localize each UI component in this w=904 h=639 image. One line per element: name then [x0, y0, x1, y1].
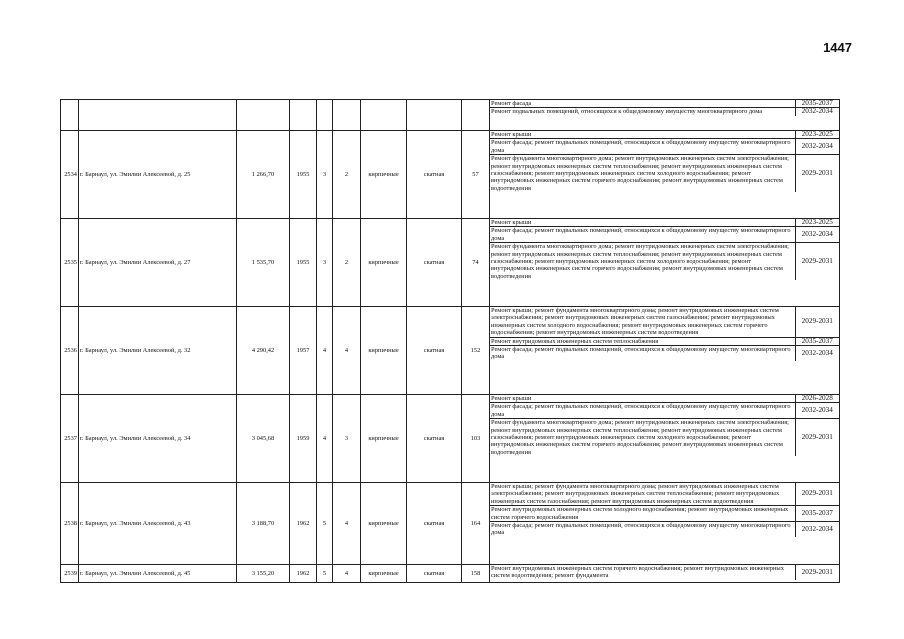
building-area: 1 266,70 [237, 131, 290, 219]
building-apartments: 164 [462, 483, 490, 565]
building-row [61, 219, 840, 307]
building-number: 2538 [61, 483, 79, 565]
work-description: Ремонт фундамента многоквартирного дома; ремонт внутридомовых инженерных систем электроснабжения; ремонт внутридомовых инженерных систем теплоснабжения; ремонт внутридомовых инженерных систем газоснабжения; ремонт внутридомовых инженерных систем холодного водоснабжения; ремонт внутридомовых инженерных систем горячего водоснабжения; ремонт внутридомовых инженерных систем водоотведения [491, 243, 789, 280]
building-floors: 4 [317, 307, 333, 395]
empty-cell [462, 100, 490, 131]
building-address: г. Барнаул, ул. Эмилии Алексеевой, д. 43 [79, 483, 237, 565]
work-period: 2035-2037 [795, 337, 839, 345]
work-period: 2029-2031 [795, 483, 839, 506]
work-row [490, 522, 839, 537]
work-period: 2023-2025 [795, 131, 839, 139]
works-list [490, 565, 839, 580]
building-area: 4 290,42 [237, 307, 290, 395]
work-description: Ремонт крыши [490, 219, 795, 227]
work-description: Ремонт фасада; ремонт подвальных помещений, относящихся к общедомовому имуществу многоквартирного дома [491, 522, 791, 537]
building-year: 1962 [290, 483, 317, 565]
works-list [490, 307, 839, 361]
work-row [490, 419, 839, 457]
work-period: 2029-2031 [795, 243, 839, 281]
empty-cell [237, 100, 290, 131]
building-row [61, 131, 840, 219]
works-cell [490, 565, 840, 583]
work-description: Ремонт фасада [490, 100, 795, 108]
building-year: 1955 [290, 219, 317, 307]
building-area: 3 188,70 [237, 483, 290, 565]
work-row [490, 346, 839, 361]
building-number: 2537 [61, 395, 79, 483]
work-row [490, 506, 839, 522]
work-row [490, 155, 839, 193]
work-row [490, 565, 839, 580]
building-apartments: 103 [462, 395, 490, 483]
building-year: 1959 [290, 395, 317, 483]
building-wall-material: кирпичные [361, 307, 407, 395]
building-year: 1955 [290, 131, 317, 219]
building-roof-type: скатная [407, 219, 462, 307]
work-row [490, 403, 839, 419]
work-period: 2029-2031 [795, 307, 839, 337]
page-number: 1447 [823, 40, 852, 55]
work-period: 2032-2034 [795, 139, 839, 155]
works-list [490, 483, 839, 537]
work-description: Ремонт внутридомовых инженерных систем горячего водоснабжения; ремонт внутридомовых инженерных систем водоотведения; ремонт фундамента [491, 565, 784, 580]
building-number: 2539 [61, 565, 79, 583]
work-period: 2035-2037 [795, 100, 839, 108]
empty-cell [79, 100, 237, 131]
building-roof-type: скатная [407, 483, 462, 565]
building-year: 1962 [290, 565, 317, 583]
work-description: Ремонт внутридомовых инженерных систем холодного водоснабжения; ремонт внутридомовых инженерных систем горячего водоснабжения [490, 506, 795, 522]
work-description: Ремонт фасада; ремонт подвальных помещений, относящихся к общедомовому имуществу многоквартирного дома [490, 403, 795, 419]
work-row [490, 131, 839, 139]
work-row [490, 337, 839, 345]
building-address: г. Барнаул, ул. Эмилии Алексеевой, д. 32 [79, 307, 237, 395]
building-wall-material: кирпичные [361, 131, 407, 219]
work-row [490, 307, 839, 337]
works-cell [490, 483, 840, 565]
building-address: г. Барнаул, ул. Эмилии Алексеевой, д. 34 [79, 395, 237, 483]
work-period: 2032-2034 [795, 227, 839, 243]
works-cell [490, 307, 840, 395]
building-wall-material: кирпичные [361, 395, 407, 483]
building-roof-type: скатная [407, 131, 462, 219]
works-cell [490, 100, 840, 131]
building-wall-material: кирпичные [361, 219, 407, 307]
building-address: г. Барнаул, ул. Эмилии Алексеевой, д. 45 [79, 565, 237, 583]
works-cell [490, 219, 840, 307]
works-cell [490, 131, 840, 219]
work-row [490, 108, 839, 116]
building-floors: 5 [317, 565, 333, 583]
work-period: 2035-2037 [795, 506, 839, 522]
work-description: Ремонт крыши; ремонт фундамента многоквартирного дома; ремонт внутридомовых инженерных систем электроснабжения; ремонт внутридомовых инженерных систем газоснабжения; ремонт внутридомовых инженерных систем холодного водоснабжения; ремонт внутридомовых инженерных систем горячего водоснабжения; ремонт внутридомовых инженерных систем водоотведения [490, 307, 795, 337]
work-period: 2032-2034 [795, 403, 839, 419]
work-period: 2029-2031 [795, 155, 839, 193]
building-wall-material: кирпичные [361, 565, 407, 583]
building-address: г. Барнаул, ул. Эмилии Алексеевой, д. 25 [79, 131, 237, 219]
work-row [490, 219, 839, 227]
building-apartments: 158 [462, 565, 490, 583]
empty-cell [407, 100, 462, 131]
building-row [61, 483, 840, 565]
building-wall-material: кирпичные [361, 483, 407, 565]
building-area: 1 535,70 [237, 219, 290, 307]
empty-cell [290, 100, 317, 131]
building-floors: 4 [317, 395, 333, 483]
building-entrances: 4 [333, 483, 361, 565]
empty-cell [61, 100, 79, 131]
work-row [490, 100, 839, 108]
works-list [490, 395, 839, 456]
works-list [490, 219, 839, 280]
building-entrances: 4 [333, 307, 361, 395]
building-roof-type: скатная [407, 565, 462, 583]
building-area: 3 155,20 [237, 565, 290, 583]
building-roof-type: скатная [407, 307, 462, 395]
work-period: 2023-2025 [795, 219, 839, 227]
building-area: 3 045,68 [237, 395, 290, 483]
work-period: 2029-2031 [795, 419, 839, 457]
work-description: Ремонт фасада; ремонт подвальных помещений, относящихся к общедомовому имуществу многоквартирного дома [491, 346, 791, 361]
work-description: Ремонт крыши; ремонт фундамента многоквартирного дома; ремонт внутридомовых инженерных систем электроснабжения; ремонт внутридомовых инженерных систем теплоснабжения; ремонт внутридомовых инженерных систем газоснабжения; ремонт внутридомовых инженерных систем водоотведения [490, 483, 795, 506]
empty-cell [317, 100, 333, 131]
work-description: Ремонт фасада; ремонт подвальных помещений, относящихся к общедомовому имуществу многоквартирного дома [490, 139, 795, 155]
building-roof-type: скатная [407, 395, 462, 483]
building-year: 1957 [290, 307, 317, 395]
work-period: 2032-2034 [795, 346, 839, 361]
work-description: Ремонт внутридомовых инженерных систем теплоснабжения [490, 337, 795, 345]
work-description: Ремонт крыши [490, 131, 795, 139]
building-entrances: 2 [333, 131, 361, 219]
work-description: Ремонт фундамента многоквартирного дома; ремонт внутридомовых инженерных систем электроснабжения; ремонт внутридомовых инженерных систем теплоснабжения; ремонт внутридомовых инженерных систем газоснабжения; ремонт внутридомовых инженерных систем холодного водоснабжения; ремонт внутридомовых инженерных систем горячего водоснабжения; ремонт внутридомовых инженерных систем водоотведения [491, 419, 789, 456]
work-row [490, 227, 839, 243]
building-apartments: 152 [462, 307, 490, 395]
building-entrances: 3 [333, 395, 361, 483]
building-number: 2535 [61, 219, 79, 307]
building-floors: 3 [317, 131, 333, 219]
building-address: г. Барнаул, ул. Эмилии Алексеевой, д. 27 [79, 219, 237, 307]
works-list [490, 131, 839, 192]
work-row [490, 483, 839, 506]
building-entrances: 4 [333, 565, 361, 583]
building-entrances: 2 [333, 219, 361, 307]
work-period: 2029-2031 [795, 565, 839, 580]
work-description: Ремонт подвальных помещений, относящихся к общедомовому имуществу многоквартирного дома [491, 108, 763, 116]
building-floors: 3 [317, 219, 333, 307]
work-row [490, 139, 839, 155]
works-list [490, 100, 839, 116]
repair-schedule-table [60, 99, 840, 583]
empty-cell [361, 100, 407, 131]
work-row [490, 395, 839, 403]
building-number: 2534 [61, 131, 79, 219]
building-number: 2536 [61, 307, 79, 395]
building-apartments: 74 [462, 219, 490, 307]
building-apartments: 57 [462, 131, 490, 219]
building-row [61, 307, 840, 395]
work-period: 2026-2028 [795, 395, 839, 403]
building-row [61, 565, 840, 583]
works-cell [490, 395, 840, 483]
empty-cell [333, 100, 361, 131]
building-floors: 5 [317, 483, 333, 565]
work-period: 2032-2034 [795, 108, 839, 116]
work-period: 2032-2034 [795, 522, 839, 537]
work-description: Ремонт фасада; ремонт подвальных помещений, относящихся к общедомовому имуществу многоквартирного дома [490, 227, 795, 243]
work-description: Ремонт фундамента многоквартирного дома; ремонт внутридомовых инженерных систем электроснабжения; ремонт внутридомовых инженерных систем теплоснабжения; ремонт внутридомовых инженерных систем газоснабжения; ремонт внутридомовых инженерных систем холодного водоснабжения; ремонт внутридомовых инженерных систем горячего водоснабжения; ремонт внутридомовых инженерных систем водоотведения [491, 155, 789, 192]
work-description: Ремонт крыши [490, 395, 795, 403]
building-row [61, 395, 840, 483]
work-row [490, 243, 839, 281]
carry-over-row [61, 100, 840, 131]
